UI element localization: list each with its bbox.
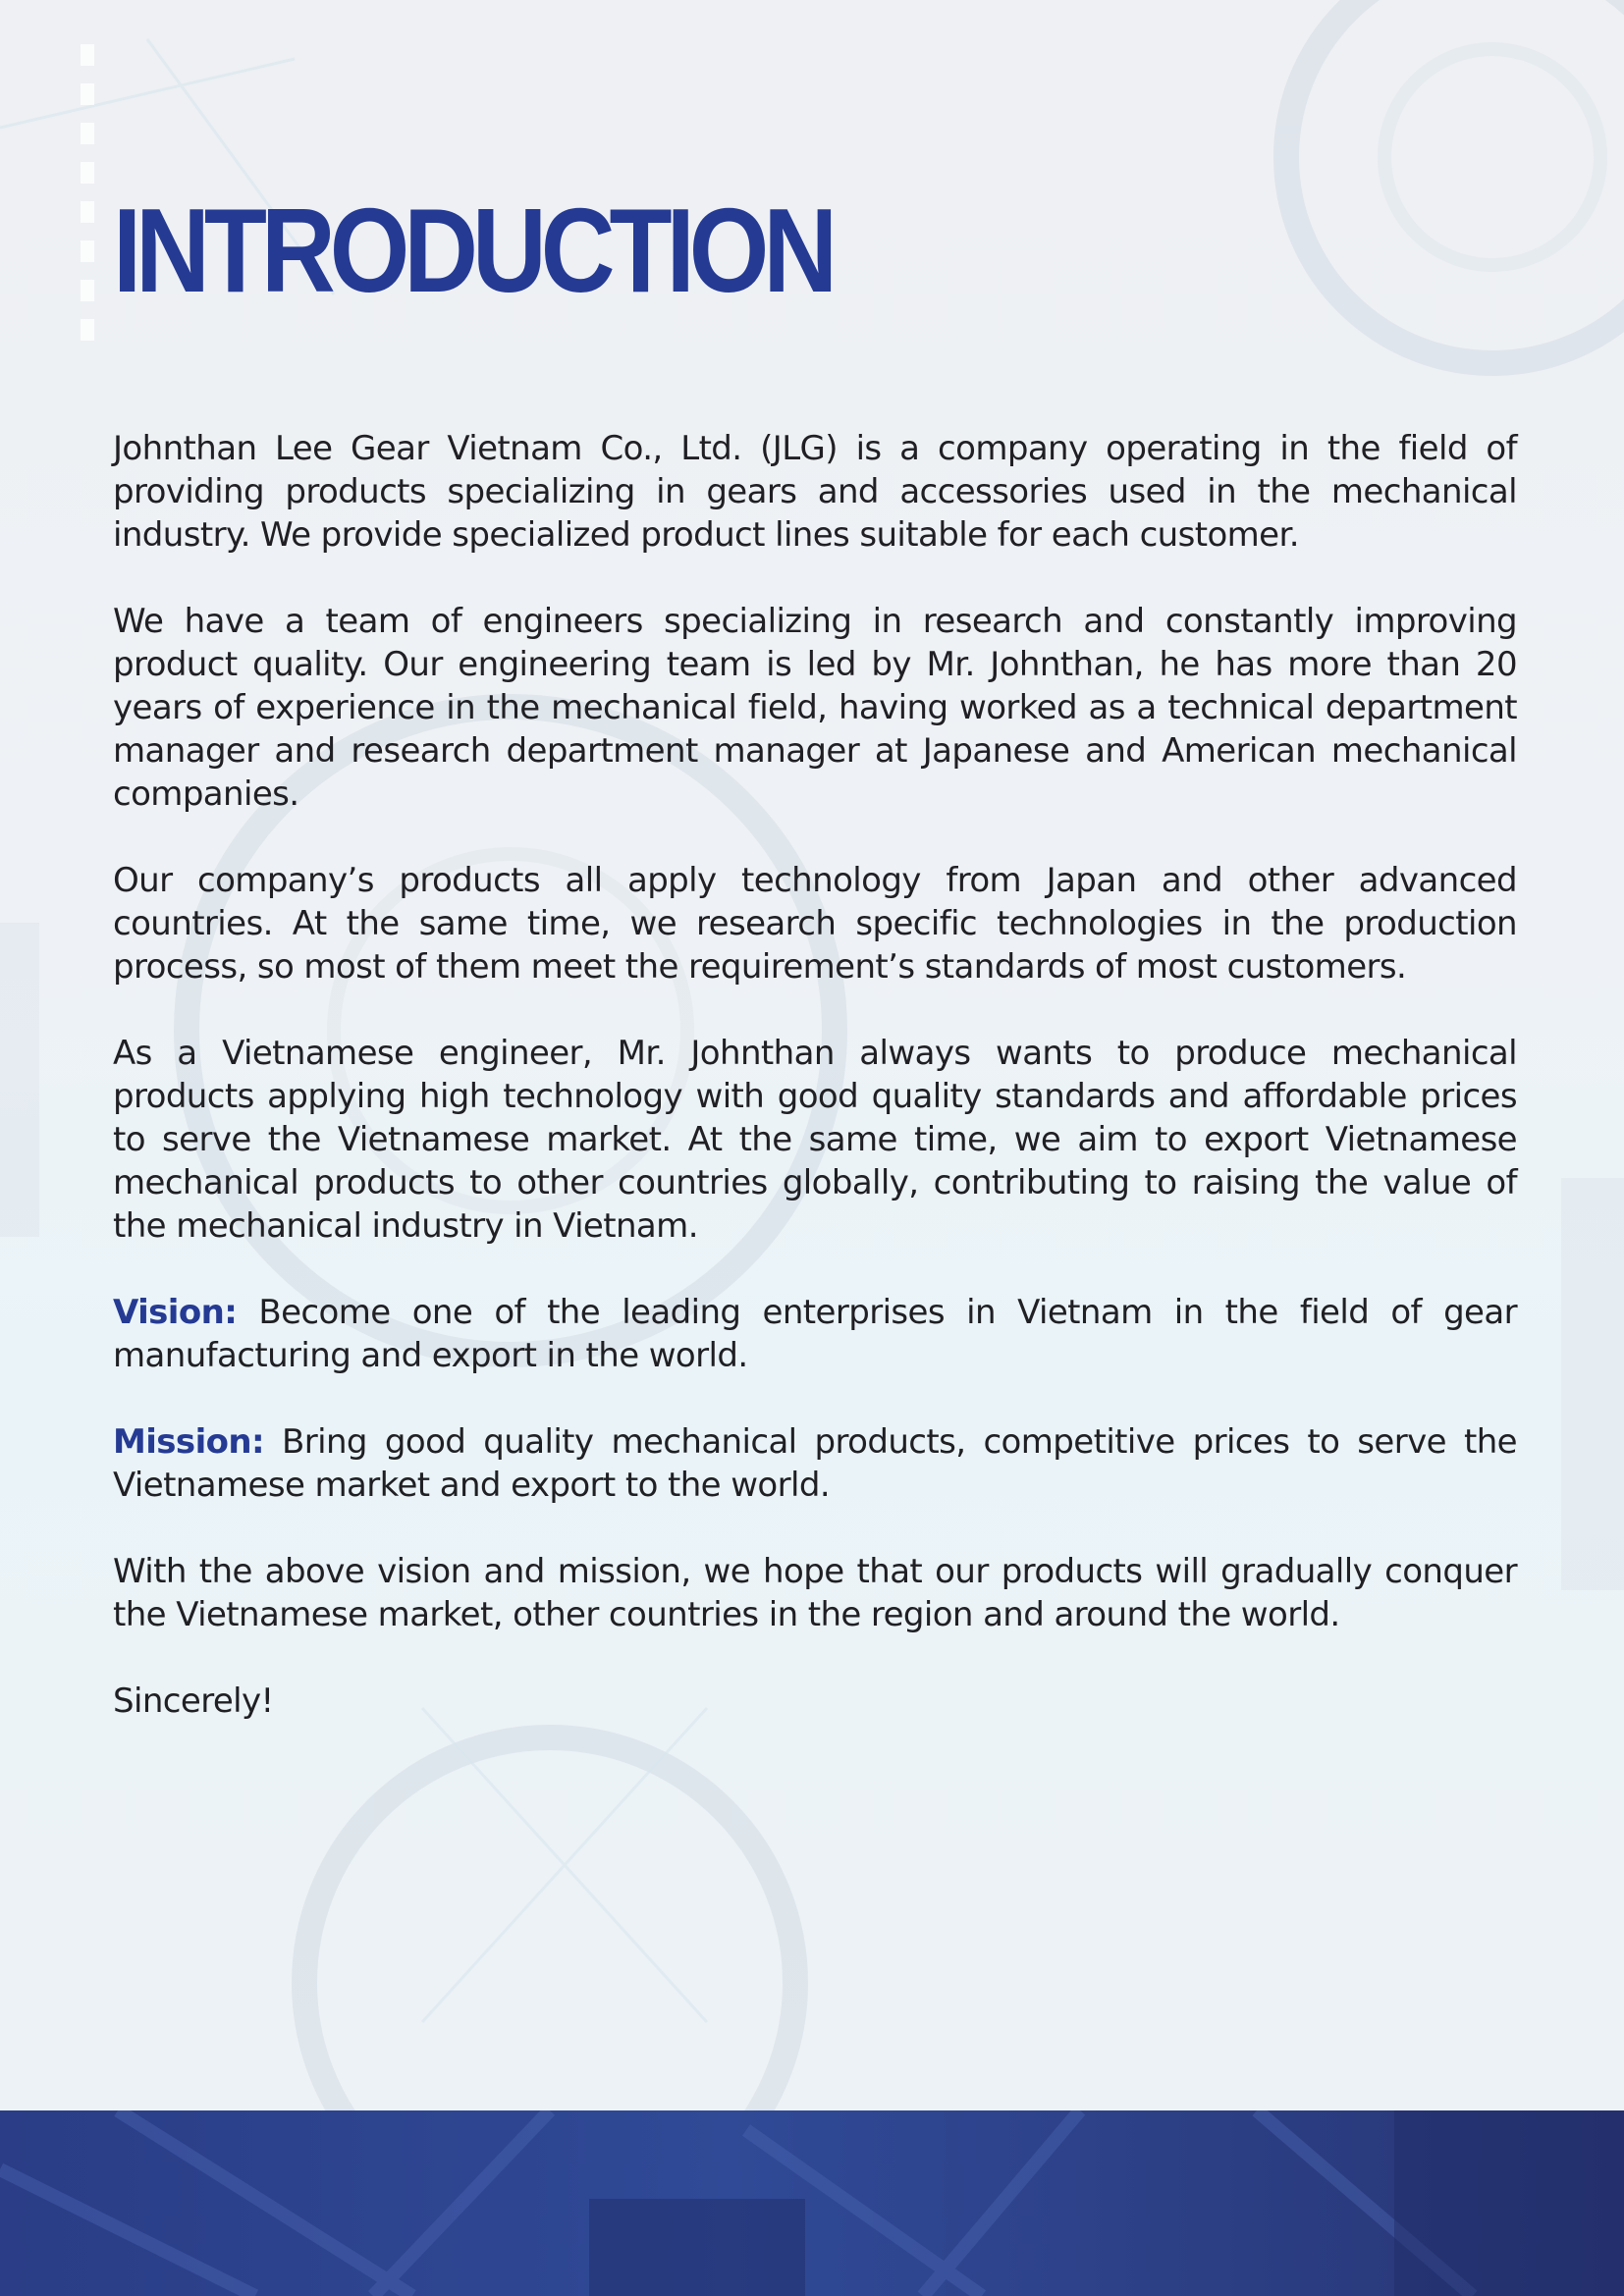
body-text <box>113 427 1517 1723</box>
footer-band <box>0 2110 1624 2296</box>
paragraph-company-overview: Johnthan Lee Gear Vietnam Co., Ltd. (JLG) is a company operating in the field of providing products specializing in gears and accessories used in the mechanical industry. We provide specialized product lines suitable for each customer. <box>113 429 1517 555</box>
vision-label: Vision: <box>113 1293 238 1332</box>
page-title: INTRODUCTION <box>113 184 833 317</box>
introduction-section <box>113 184 1517 1721</box>
paragraph-market-goals: As a Vietnamese engineer, Mr. Johnthan always wants to produce mechanical products applying high technology with good quality standards and affordable prices to serve the Vietnamese market. At the same time, we aim to export Vietnamese mechanical products to other countries globally, contributing to raising the value of the mechanical industry in Vietnam. <box>113 1034 1517 1246</box>
footer-machinery-art <box>0 2110 1624 2296</box>
paragraph-technology: Our company’s products all apply technology from Japan and other advanced countries. At the same time, we research specific technologies in the production process, so most of them meet the requirement’s standards of most customers. <box>113 861 1517 987</box>
paragraph-engineering-team: We have a team of engineers specializing in research and constantly improving product quality. Our engineering team is led by Mr. Johnthan, he has more than 20 years of experience in the mechanical field, having worked as a technical department manager and research department manager at Japanese and American mechanical companies. <box>113 602 1517 814</box>
mission-statement <box>113 1420 1517 1507</box>
signoff: Sincerely! <box>113 1682 274 1721</box>
mission-text: Bring good quality mechanical products, competitive prices to serve the Vietnamese market and export to the world. <box>113 1422 1517 1505</box>
closing-paragraph: With the above vision and mission, we hope that our products will gradually conquer the Vietnamese market, other countries in the region and around the world. <box>113 1552 1517 1634</box>
vision-statement <box>113 1291 1517 1377</box>
mission-label: Mission: <box>113 1422 264 1462</box>
vision-text: Become one of the leading enterprises in Vietnam in the field of gear manufacturing and export in the world. <box>113 1293 1517 1375</box>
